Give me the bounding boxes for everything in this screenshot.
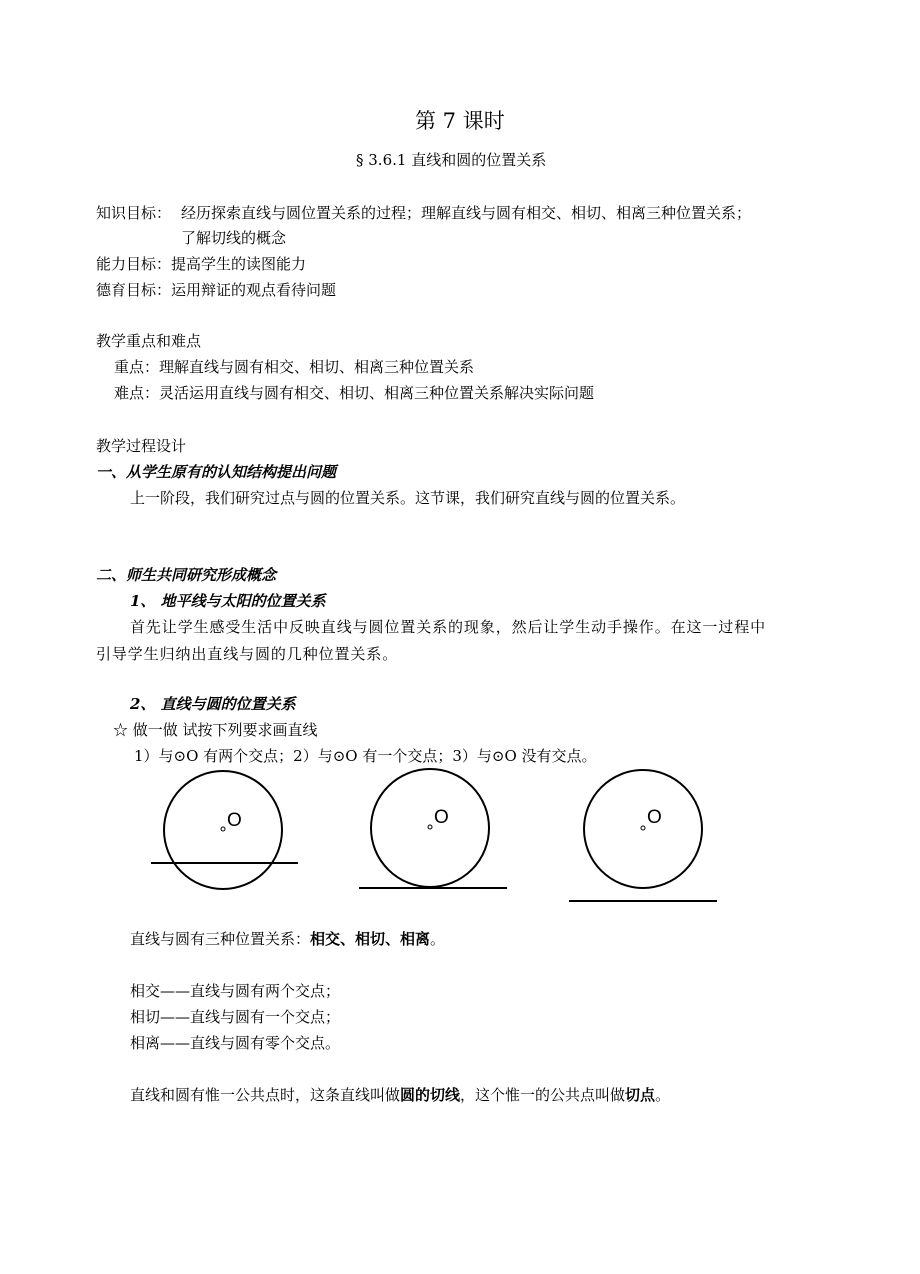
sub2-heading: 2、 直线与圆的位置关系 [130, 695, 296, 713]
center-label-tangent: O [434, 807, 449, 828]
knowledge-objective-line2: 了解切线的概念 [181, 229, 287, 247]
key-points-heading: 教学重点和难点 [96, 332, 202, 350]
center-point-separate [641, 826, 645, 830]
definition-intersect: 相交——直线与圆有两个交点； [130, 982, 341, 1000]
tangent-term: 圆的切线 [400, 1086, 461, 1104]
summary-line [130, 929, 445, 949]
page-title: 第 7 课时 [415, 109, 505, 133]
knowledge-objective-label: 知识目标： [96, 204, 172, 222]
part1-heading: 一、从学生原有的认知结构提出问题 [96, 463, 337, 481]
circle-intersect [164, 771, 282, 889]
definition-tangent: 相切——直线与圆有一个交点； [130, 1008, 341, 1026]
definition-separate: 相离——直线与圆有零个交点。 [130, 1034, 341, 1052]
difficult-point: 难点：灵活运用直线与圆有相交、相切、相离三种位置关系解决实际问题 [114, 384, 595, 402]
process-heading: 教学过程设计 [96, 437, 187, 455]
figure-case-names [0, 0, 1, 1]
part2-heading: 二、师生共同研究形成概念 [96, 566, 277, 584]
moral-objective: 德育目标：运用辩证的观点看待问题 [96, 281, 337, 299]
center-point-tangent [428, 825, 432, 829]
tangent-def-part3: 。 [655, 1086, 671, 1104]
sub1-heading: 1、 地平线与太阳的位置关系 [130, 592, 326, 610]
figure-tangent [359, 769, 507, 888]
circle-tangent [371, 769, 489, 887]
section-subtitle: § 3.6.1 直线和圆的位置关系 [356, 151, 547, 169]
figure-intersect [151, 771, 298, 889]
tangent-point-term: 切点 [625, 1086, 656, 1104]
center-label-intersect: O [227, 810, 242, 831]
summary-suffix: 。 [430, 930, 446, 948]
ability-objective: 能力目标：提高学生的读图能力 [96, 255, 307, 273]
center-label-separate: O [647, 807, 662, 828]
knowledge-objective-line1: 经历探索直线与圆位置关系的过程；理解直线与圆有相交、相切、相离三种位置关系； [181, 204, 752, 222]
key-point: 重点：理解直线与圆有相交、相切、相离三种位置关系 [114, 358, 475, 376]
sub1-line1: 首先让学生感受生活中反映直线与圆位置关系的现象，然后让学生动手操作。在这一过程中 [130, 618, 767, 636]
tangent-definition [130, 1085, 670, 1105]
tangent-def-part2: ，这个惟一的公共点叫做 [460, 1086, 626, 1104]
figure-separate [569, 770, 717, 901]
center-point-intersect [221, 827, 225, 831]
tangent-def-part1: 直线和圆有惟一公共点时，这条直线叫做 [130, 1086, 401, 1104]
summary-prefix: 直线与圆有三种位置关系： [130, 930, 311, 948]
circle-line-figures [140, 768, 740, 918]
task-requirements: 1）与⊙O 有两个交点；2）与⊙O 有一个交点；3）与⊙O 没有交点。 [134, 747, 597, 765]
task-prompt: ☆ 做一做 试按下列要求画直线 [113, 721, 318, 739]
summary-bold: 相交、相切、相离 [310, 930, 431, 948]
circle-separate [584, 770, 702, 888]
part1-text: 上一阶段，我们研究过点与圆的位置关系。这节课，我们研究直线与圆的位置关系。 [130, 489, 686, 507]
sub1-line2: 引导学生归纳出直线与圆的几种位置关系。 [96, 645, 399, 663]
